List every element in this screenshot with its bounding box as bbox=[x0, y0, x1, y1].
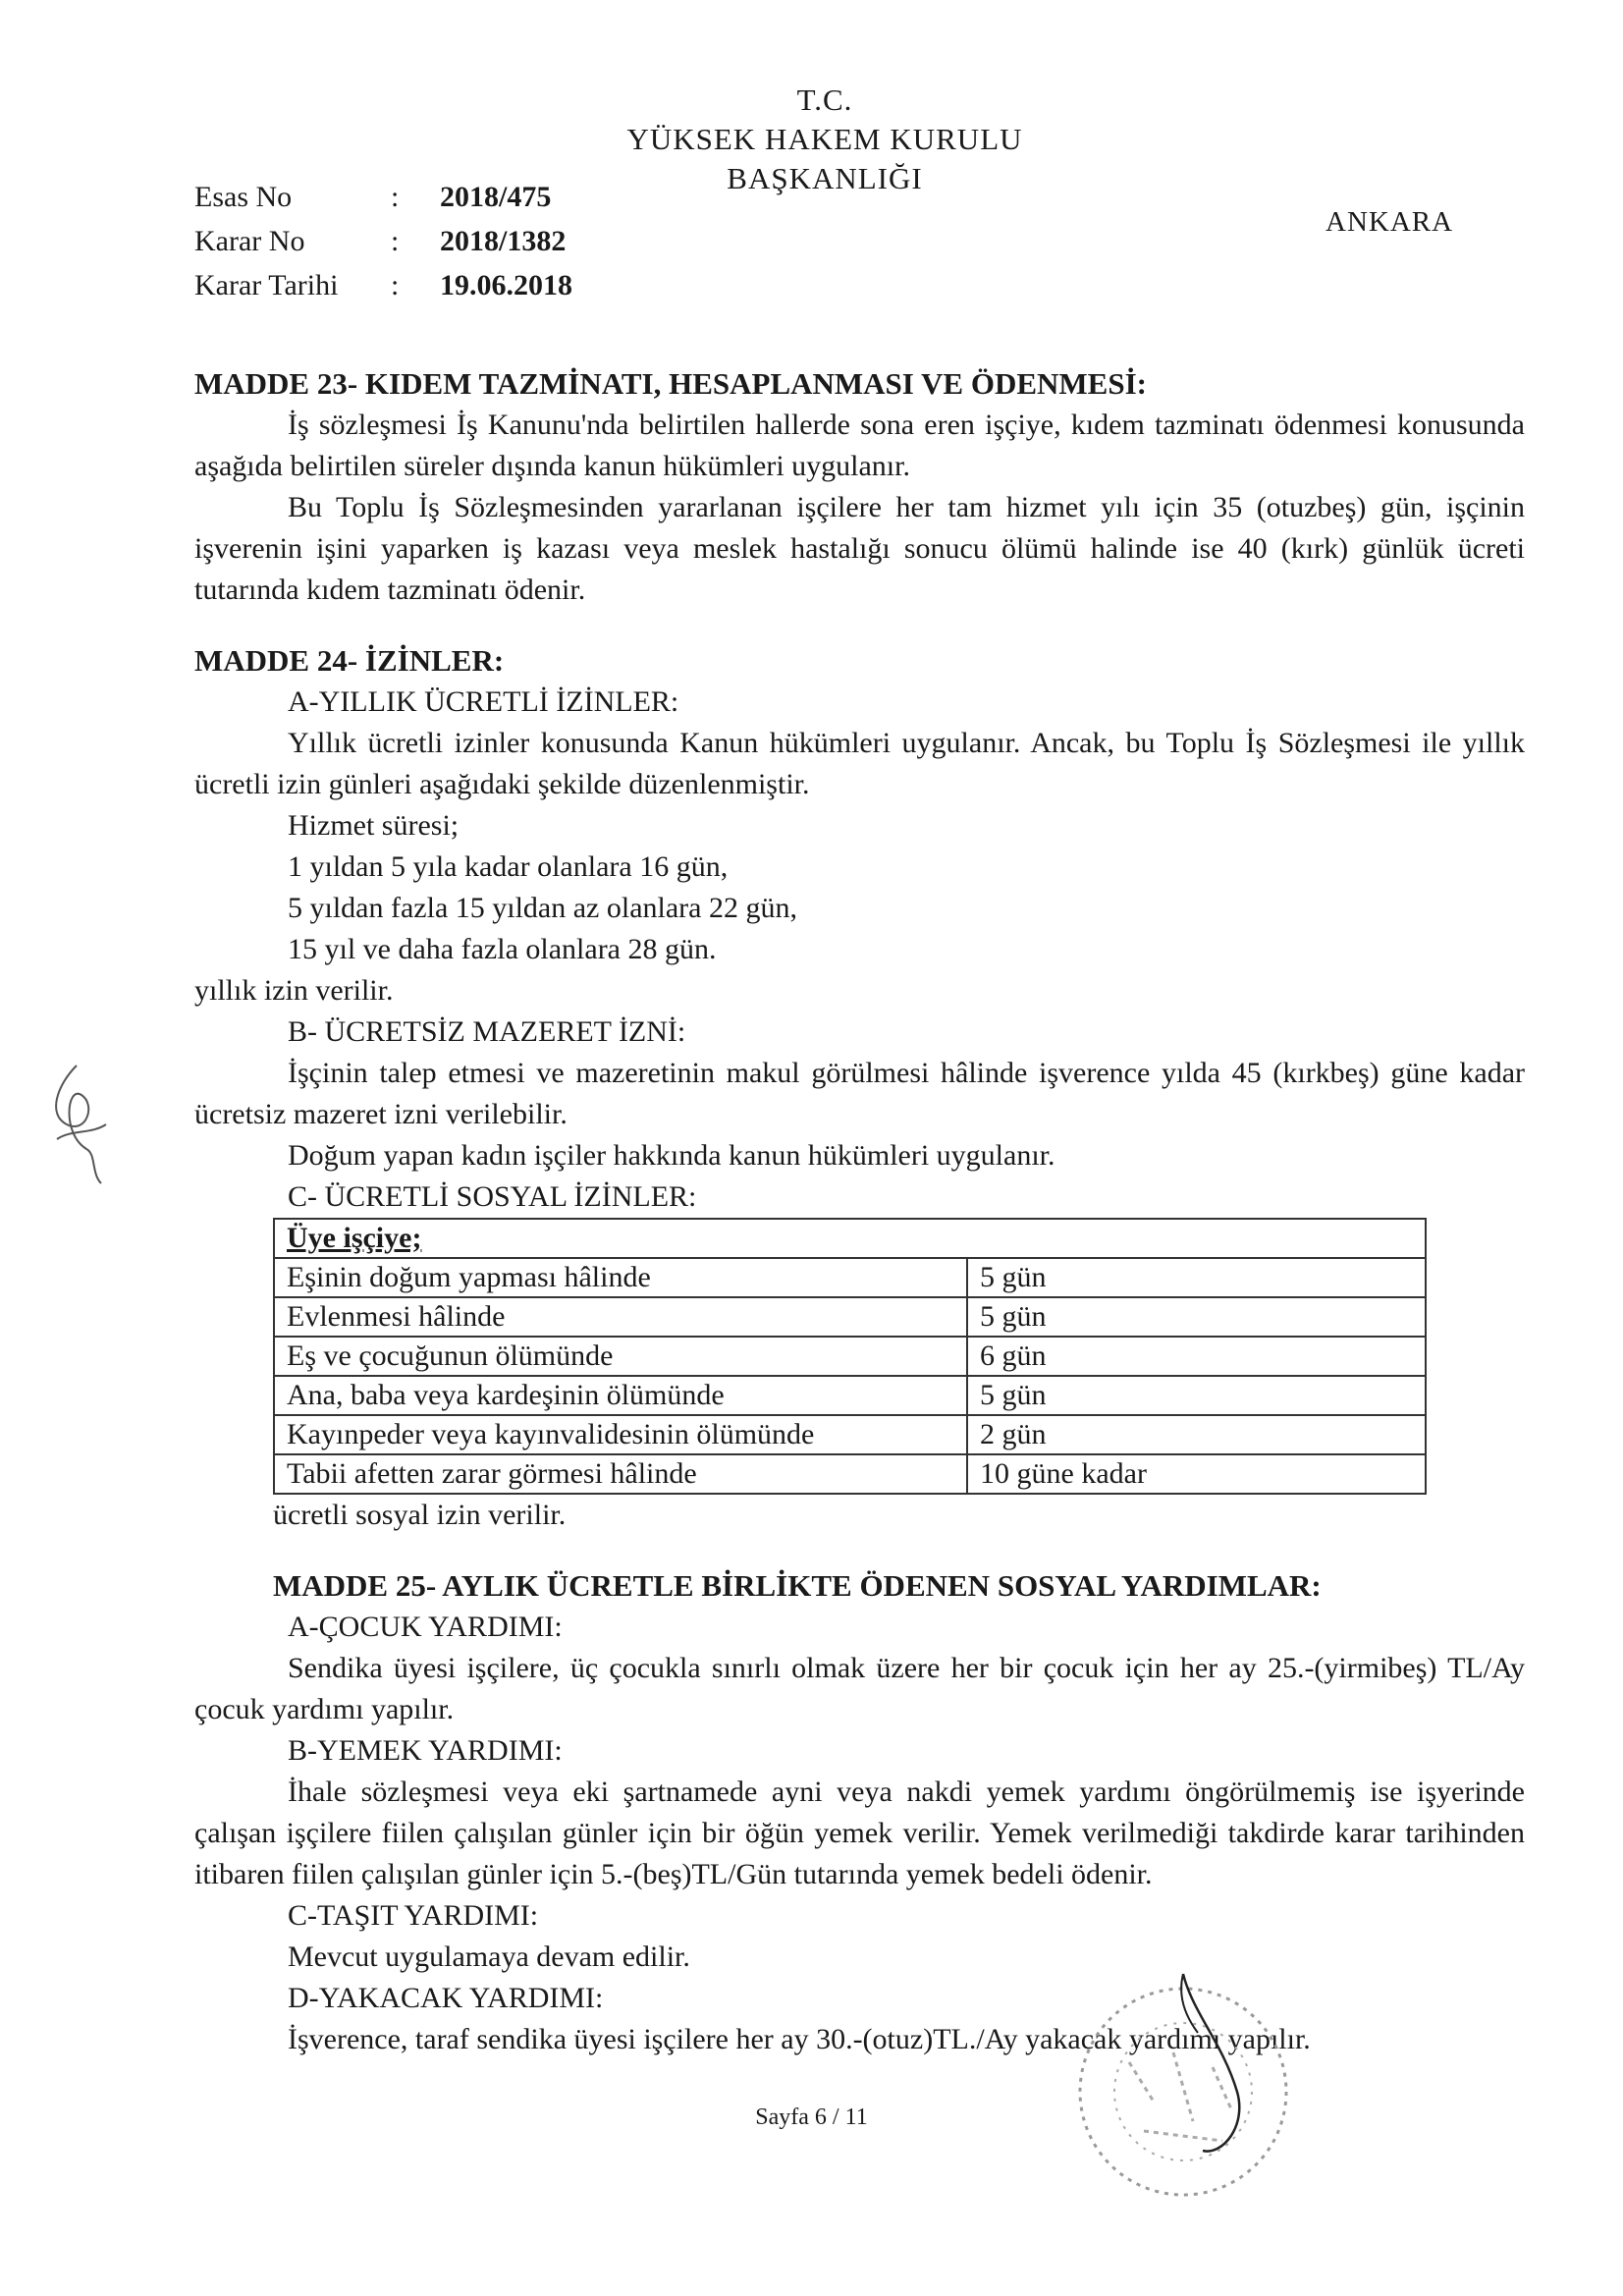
list-line: 15 yıl ve daha fazla olanlara 28 gün. bbox=[288, 933, 717, 965]
leave-reason: Kayınpeder veya kayınvalidesinin ölümünde bbox=[274, 1415, 967, 1454]
meta-sep: : bbox=[391, 269, 400, 301]
header-line-tc: T.C. bbox=[796, 82, 853, 117]
table-row bbox=[274, 1337, 1426, 1376]
meta-row-esas bbox=[194, 175, 572, 219]
madde-24-heading: MADDE 24- İZİNLER: bbox=[194, 643, 505, 678]
table-header-cell: Üye işçiye; bbox=[274, 1219, 1426, 1258]
table-row bbox=[274, 1258, 1426, 1297]
city-label: ANKARA bbox=[1325, 206, 1454, 238]
meta-value: 2018/475 bbox=[440, 181, 552, 213]
page-number: Sayfa 6 / 11 bbox=[755, 2105, 868, 2130]
leave-days: 5 gün bbox=[967, 1376, 1426, 1415]
section-paragraph: Yıllık ücretli izinler konusunda Kanun hükümleri uygulanır. Ancak, bu Toplu İş Sözleşmesi ile yıllık ücretli izin günleri aşağıdaki şekilde düzenlenmiştir. bbox=[194, 727, 1525, 800]
list-line: 5 yıldan fazla 15 yıldan az olanlara 22 gün, bbox=[288, 892, 797, 924]
meta-value: 2018/1382 bbox=[440, 225, 567, 257]
table-row bbox=[274, 1415, 1426, 1454]
leave-days: 10 güne kadar bbox=[967, 1454, 1426, 1494]
list-line: 1 yıldan 5 yıla kadar olanlara 16 gün, bbox=[288, 850, 729, 883]
section-paragraph: İhale sözleşmesi veya eki şartnamede ayni veya nakdi yemek yardımı öngörülmemiş ise işyerinde çalışan işçilere fiilen çalışılan günler için bir öğün yemek verilir. Yemek verilmediği takdirde karar tarihinden itibaren fiilen çalışılan günler için 5.-(beş)TL/Gün tutarında yemek bedeli ödenir. bbox=[194, 1776, 1525, 1890]
meta-label: Karar No bbox=[194, 225, 305, 257]
list-line: Hizmet süresi; bbox=[288, 809, 460, 842]
leave-days: 5 gün bbox=[967, 1258, 1426, 1297]
meta-row-karar bbox=[194, 219, 572, 263]
table-row bbox=[274, 1376, 1426, 1415]
leave-reason: Eşinin doğum yapması hâlinde bbox=[274, 1258, 967, 1297]
table-row bbox=[274, 1454, 1426, 1494]
header-line-office: BAŞKANLIĞI bbox=[727, 161, 923, 195]
leave-days: 6 gün bbox=[967, 1337, 1426, 1376]
meta-row-tarih bbox=[194, 263, 572, 307]
leave-reason: Ana, baba veya kardeşinin ölümünde bbox=[274, 1376, 967, 1415]
section-title: D-YAKACAK YARDIMI: bbox=[288, 1982, 604, 2014]
section-title: C- ÜCRETLİ SOSYAL İZİNLER: bbox=[288, 1180, 697, 1213]
meta-sep: : bbox=[391, 181, 400, 213]
meta-label: Karar Tarihi bbox=[194, 269, 339, 301]
section-paragraph: Sendika üyesi işçilere, üç çocukla sınırlı olmak üzere her bir çocuk için her ay 25.-(yirmibeş) TL/Ay çocuk yardımı yapılır. bbox=[194, 1652, 1525, 1725]
document-body bbox=[194, 354, 1525, 2060]
meta-value: 19.06.2018 bbox=[440, 269, 572, 301]
case-meta bbox=[194, 175, 572, 307]
institution-header bbox=[550, 81, 1100, 198]
meta-label: Esas No bbox=[194, 181, 293, 213]
madde-25-heading: MADDE 25- AYLIK ÜCRETLE BİRLİKTE ÖDENEN SOSYAL YARDIMLAR: bbox=[273, 1568, 1322, 1603]
leave-days: 5 gün bbox=[967, 1297, 1426, 1337]
section-paragraph: Mevcut uygulamaya devam edilir. bbox=[288, 1941, 690, 1973]
section-title: C-TAŞIT YARDIMI: bbox=[288, 1899, 539, 1932]
social-leave-table bbox=[273, 1218, 1427, 1495]
table-footnote: ücretli sosyal izin verilir. bbox=[273, 1499, 567, 1531]
leave-reason: Tabii afetten zarar görmesi hâlinde bbox=[274, 1454, 967, 1494]
madde-23-paragraph: Bu Toplu İş Sözleşmesinden yararlanan işçilere her tam hizmet yılı için 35 (otuzbeş) gün, işçinin işverenin işini yaparken iş kazası veya meslek hastalığı sonucu ölümü halinde ise 40 (kırk) günlük ücreti tutarında kıdem tazminatı ödenir. bbox=[194, 491, 1525, 606]
official-stamp-icon bbox=[1036, 1954, 1321, 2210]
list-line: yıllık izin verilir. bbox=[194, 974, 394, 1007]
leave-days: 2 gün bbox=[967, 1415, 1426, 1454]
table-header-row bbox=[274, 1219, 1426, 1258]
section-title: B- ÜCRETSİZ MAZERET İZNİ: bbox=[288, 1015, 686, 1048]
leave-reason: Eş ve çocuğunun ölümünde bbox=[274, 1337, 967, 1376]
section-paragraph: Doğum yapan kadın işçiler hakkında kanun hükümleri uygulanır. bbox=[288, 1139, 1055, 1172]
madde-23-paragraph: İş sözleşmesi İş Kanunu'nda belirtilen hallerde sona eren işçiye, kıdem tazminatı ödenmesi konusunda aşağıda belirtilen süreler dışında kanun hükümleri uygulanır. bbox=[194, 409, 1525, 482]
madde-23-heading: MADDE 23- KIDEM TAZMİNATI, HESAPLANMASI VE ÖDENMESİ: bbox=[194, 366, 1147, 401]
section-paragraph: İşçinin talep etmesi ve mazeretinin makul görülmesi hâlinde işverence yılda 45 (kırkbeş) güne kadar ücretsiz mazeret izni verilebilir. bbox=[194, 1057, 1525, 1130]
leave-reason: Evlenmesi hâlinde bbox=[274, 1297, 967, 1337]
section-title: A-YILLIK ÜCRETLİ İZİNLER: bbox=[288, 685, 679, 718]
margin-signature-icon bbox=[37, 1056, 126, 1193]
section-title: B-YEMEK YARDIMI: bbox=[288, 1734, 563, 1767]
section-paragraph: İşverence, taraf sendika üyesi işçilere her ay 30.-(otuz)TL./Ay yakacak yardımı yapılır. bbox=[288, 2023, 1311, 2055]
table-row bbox=[274, 1297, 1426, 1337]
meta-sep: : bbox=[391, 225, 400, 257]
section-title: A-ÇOCUK YARDIMI: bbox=[288, 1611, 563, 1643]
header-line-court: YÜKSEK HAKEM KURULU bbox=[626, 122, 1023, 156]
